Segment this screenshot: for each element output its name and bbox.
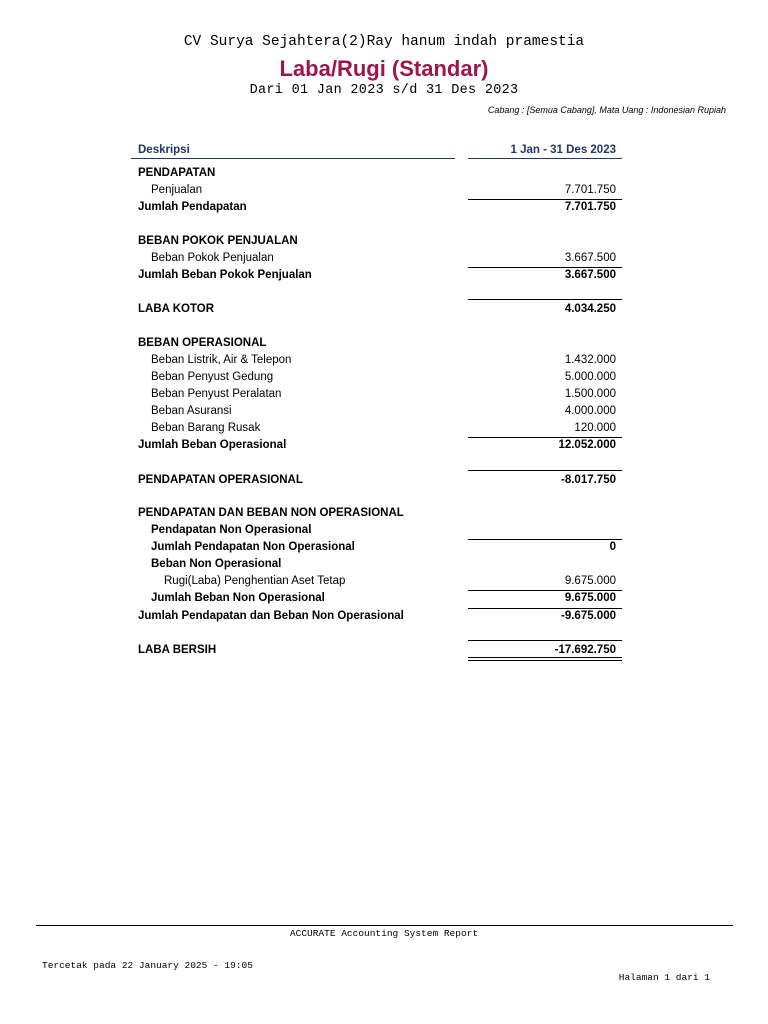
row-label: Beban Non Operasional	[151, 558, 282, 570]
row-value: 7.701.750	[564, 201, 616, 213]
row-label: Pendapatan Non Operasional	[151, 524, 312, 536]
row-value: 1.432.000	[564, 354, 616, 366]
total-rule	[468, 539, 622, 540]
double-underline	[468, 657, 622, 658]
row-value: 9.675.000	[564, 575, 616, 587]
footer-rule	[36, 925, 733, 926]
row-value: 5.000.000	[564, 371, 616, 383]
row-value: 9.675.000	[564, 592, 616, 604]
section-header-row	[0, 167, 768, 184]
page-number: Halaman 1 dari 1	[618, 972, 710, 983]
footer-system-name: ACCURATE Accounting System Report	[289, 928, 479, 939]
row-label: PENDAPATAN	[138, 167, 216, 179]
account-row	[0, 354, 768, 371]
row-value: 0	[609, 541, 616, 553]
report-meta: Cabang : [Semua Cabang], Mata Uang : Indonesian Rupiah	[487, 105, 726, 115]
total-row	[0, 439, 768, 456]
account-row	[0, 252, 768, 269]
account-row	[0, 371, 768, 388]
section-header-row	[0, 235, 768, 252]
report-period: Dari 01 Jan 2023 s/d 31 Des 2023	[249, 83, 519, 98]
row-value: 3.667.500	[564, 252, 616, 264]
total-row	[0, 610, 768, 627]
total-row	[0, 303, 768, 320]
account-row	[0, 422, 768, 439]
total-rule	[468, 640, 622, 641]
account-row	[0, 388, 768, 405]
account-row	[0, 184, 768, 201]
section-header-row	[0, 507, 768, 524]
account-row	[0, 575, 768, 592]
row-label: LABA BERSIH	[138, 644, 217, 656]
column-header-rule	[468, 158, 622, 159]
row-value: -9.675.000	[561, 610, 616, 622]
row-label: Jumlah Beban Non Operasional	[151, 592, 325, 604]
row-label: BEBAN OPERASIONAL	[138, 337, 267, 349]
row-label: Beban Listrik, Air & Telepon	[151, 354, 292, 366]
row-label: Penjualan	[151, 184, 203, 196]
row-value: 7.701.750	[564, 184, 616, 196]
row-value: 4.034.250	[564, 303, 616, 315]
row-label: Jumlah Pendapatan	[138, 201, 247, 213]
column-header-period: 1 Jan - 31 Des 2023	[510, 144, 616, 156]
row-label: Beban Barang Rusak	[151, 422, 261, 434]
section-header-row	[0, 337, 768, 354]
account-row	[0, 405, 768, 422]
total-rule	[468, 267, 622, 268]
row-label: Rugi(Laba) Penghentian Aset Tetap	[164, 575, 346, 587]
subsection-header-row	[0, 524, 768, 541]
total-row	[0, 269, 768, 286]
total-rule	[468, 608, 622, 609]
total-row	[0, 541, 768, 558]
subsection-header-row	[0, 558, 768, 575]
row-label: PENDAPATAN DAN BEBAN NON OPERASIONAL	[138, 507, 404, 519]
row-label: Jumlah Beban Pokok Penjualan	[138, 269, 312, 281]
row-label: Beban Penyust Peralatan	[151, 388, 282, 400]
report-title: Laba/Rugi (Standar)	[279, 56, 489, 81]
row-label: PENDAPATAN OPERASIONAL	[138, 474, 303, 486]
total-row	[0, 592, 768, 609]
total-rule	[468, 199, 622, 200]
row-value: 120.000	[574, 422, 616, 434]
company-name: CV Surya Sejahtera(2)Ray hanum indah pramestia	[183, 34, 585, 50]
grand-total-row	[0, 644, 768, 661]
row-label: Jumlah Beban Operasional	[138, 439, 287, 451]
total-rule	[468, 437, 622, 438]
printed-timestamp: Tercetak pada 22 January 2025 - 19:05	[42, 960, 253, 971]
total-rule	[468, 590, 622, 591]
row-value: 1.500.000	[564, 388, 616, 400]
row-label: LABA KOTOR	[138, 303, 215, 315]
total-rule	[468, 470, 622, 471]
double-underline	[468, 660, 622, 661]
row-value: 12.052.000	[558, 439, 616, 451]
row-label: Beban Asuransi	[151, 405, 232, 417]
row-value: -17.692.750	[554, 644, 616, 656]
total-row	[0, 474, 768, 491]
row-label: Jumlah Pendapatan Non Operasional	[151, 541, 355, 553]
row-value: 4.000.000	[564, 405, 616, 417]
column-header-description: Deskripsi	[138, 144, 190, 156]
row-value: 3.667.500	[564, 269, 616, 281]
row-label: Beban Pokok Penjualan	[151, 252, 274, 264]
row-value: -8.017.750	[561, 474, 616, 486]
row-label: Jumlah Pendapatan dan Beban Non Operasional	[138, 610, 404, 622]
total-rule	[468, 299, 622, 300]
row-label: Beban Penyust Gedung	[151, 371, 274, 383]
total-row	[0, 201, 768, 218]
row-label: BEBAN POKOK PENJUALAN	[138, 235, 298, 247]
column-header-rule	[131, 158, 455, 159]
